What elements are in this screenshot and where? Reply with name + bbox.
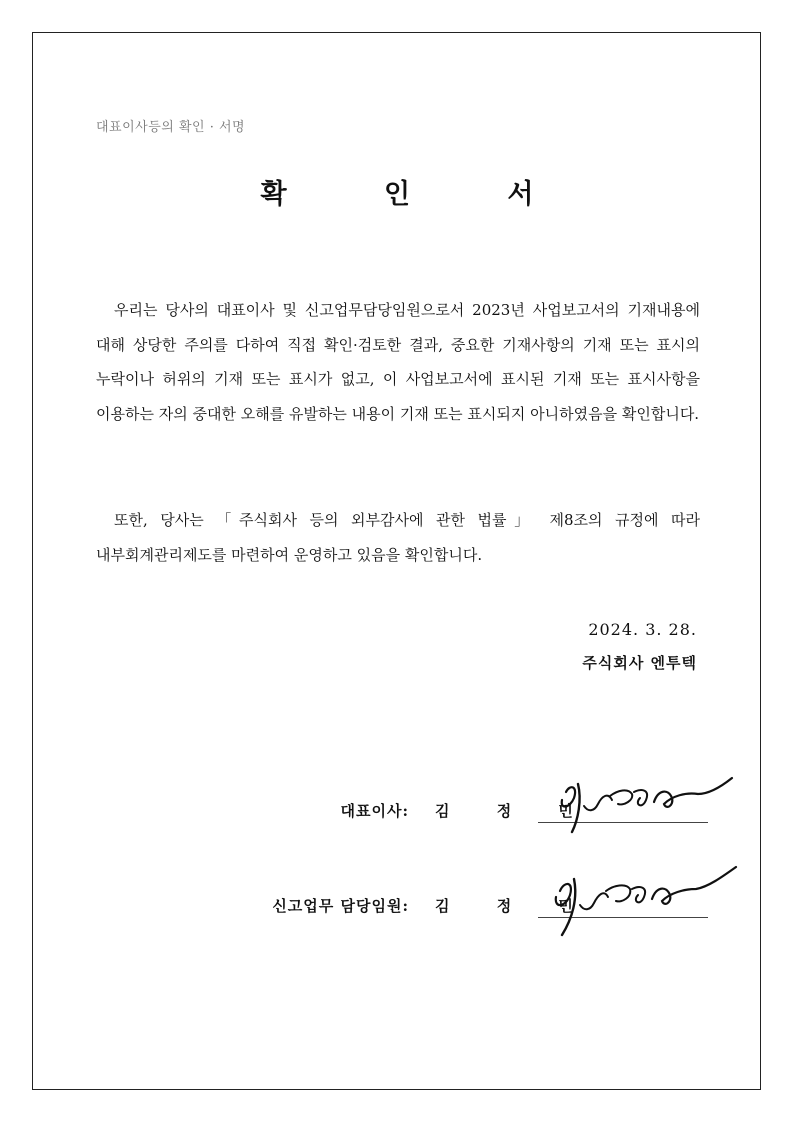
document-title: 확 인 서: [260, 179, 578, 210]
internal-control-paragraph: 또한, 당사는 「주식회사 등의 외부감사에 관한 법률」 제8조의 규정에 따라 내부회계관리제도를 마련하여 운영하고 있음을 확인합니다.: [96, 511, 700, 564]
disclosure-officer-name: 김 정 민: [435, 897, 594, 915]
ceo-handwritten-signature: [538, 770, 738, 850]
company-name: 주식회사 엔투텍: [582, 654, 697, 672]
disclosure-officer-handwritten-signature: [538, 865, 738, 945]
disclosure-officer-role-label: 신고업무 담당임원:: [272, 897, 409, 915]
document-date: 2024. 3. 28.: [588, 620, 697, 639]
ceo-name: 김 정 민: [435, 802, 594, 820]
ceo-signature-row: [0, 780, 794, 840]
disclosure-officer-signature-row: [0, 875, 794, 935]
ceo-role-label: 대표이사:: [340, 802, 409, 820]
confirmation-paragraph: 우리는 당사의 대표이사 및 신고업무담당임원으로서 2023년 사업보고서의 기재내용에 대해 상당한 주의를 다하여 직접 확인·검토한 결과, 중요한 기재사항의 기재 또는 표시의 누락이나 허위의 기재 또는 표시가 없고, 이 사업보고서에 표시된 기재 또는 표시사항을 이용하는 자의 중대한 오해를 유발하는 내용이 기재 또는 표시되지 아니하였음을 확인합니다.: [96, 301, 700, 423]
section-label: 대표이사등의 확인 · 서명: [96, 120, 246, 135]
